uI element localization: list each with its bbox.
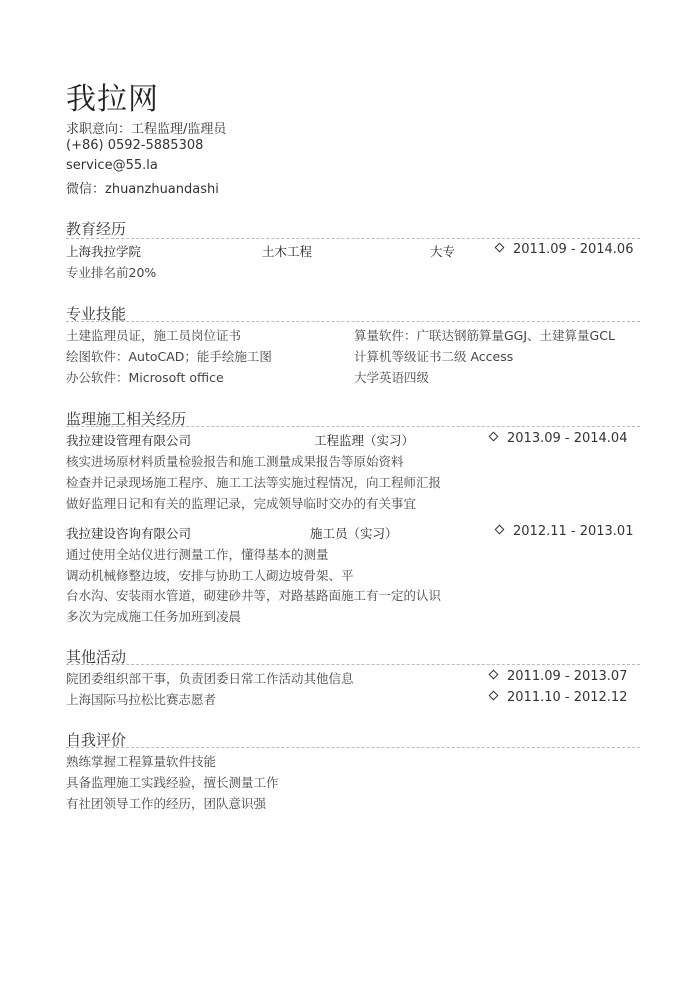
experience-title: 监理施工相关经历 xyxy=(66,410,187,428)
diamond-bullet-icon xyxy=(489,432,499,442)
activity-item: 上海国际马拉松比赛志愿者 xyxy=(66,692,217,707)
job-date xyxy=(496,524,633,539)
skill-right-item: 大学英语四级 xyxy=(354,370,430,385)
activity-date-text: 2011.10 - 2012.12 xyxy=(507,690,628,705)
self-evaluation-line: 有社团领导工作的经历，团队意识强 xyxy=(66,796,267,811)
activity-date-text: 2011.09 - 2013.07 xyxy=(507,669,628,684)
job-description-line: 做好监理日记和有关的监理记录，完成领导临时交办的有关事宜 xyxy=(66,496,417,511)
job-description-line: 多次为完成施工任务加班到凌晨 xyxy=(66,609,242,624)
self-evaluation-line: 具备监理施工实践经验，擅长测量工作 xyxy=(66,775,279,790)
education-degree: 大专 xyxy=(430,244,456,259)
candidate-name: 我拉网 xyxy=(66,82,159,117)
activities-divider xyxy=(66,664,640,665)
job-date-text: 2012.11 - 2013.01 xyxy=(513,524,634,539)
job-role: 施工员（实习） xyxy=(310,526,398,541)
activity-date xyxy=(490,669,627,684)
diamond-bullet-icon xyxy=(489,670,499,680)
education-rank: 专业排名前20% xyxy=(66,265,157,280)
phone-number: (+86) 0592-5885308 xyxy=(66,138,204,153)
activities-title: 其他活动 xyxy=(66,648,127,666)
self-evaluation-title: 自我评价 xyxy=(66,731,127,749)
job-description-line: 通过使用全站仪进行测量工作，懂得基本的测量 xyxy=(66,547,329,562)
skill-right-item: 算量软件：广联达钢筋算量GGJ、土建算量GCL xyxy=(354,328,615,343)
skills-divider xyxy=(66,321,640,322)
activity-item: 院团委组织部干事，负责团委日常工作活动其他信息 xyxy=(66,671,354,686)
job-company: 我拉建设咨询有限公司 xyxy=(66,526,192,541)
self-evaluation-divider xyxy=(66,747,640,748)
diamond-bullet-icon xyxy=(495,525,505,535)
skill-left-item: 绘图软件：AutoCAD；能手绘施工图 xyxy=(66,349,272,364)
job-description-line: 检查并记录现场施工程序、施工工法等实施过程情况，向工程师汇报 xyxy=(66,475,442,490)
email-address: service@55.la xyxy=(66,158,158,173)
skill-right-item: 计算机等级证书二级 Access xyxy=(354,349,514,364)
education-divider xyxy=(66,238,640,239)
job-date-text: 2013.09 - 2014.04 xyxy=(507,431,628,446)
job-description-line: 台水沟、安装雨水管道，砌建砂井等，对路基路面施工有一定的认识 xyxy=(66,588,442,603)
job-role: 工程监理（实习） xyxy=(314,433,415,448)
education-title: 教育经历 xyxy=(66,220,127,238)
job-date xyxy=(490,431,627,446)
education-date-text: 2011.09 - 2014.06 xyxy=(513,242,634,257)
job-description-line: 调动机械修整边坡，安排与协助工人砌边坡骨架、平 xyxy=(66,568,354,583)
wechat-id: 微信：zhuanzhuandashi xyxy=(66,182,219,197)
job-company: 我拉建设管理有限公司 xyxy=(66,433,192,448)
education-major: 土木工程 xyxy=(262,244,313,259)
diamond-bullet-icon xyxy=(489,691,499,701)
experience-divider xyxy=(66,426,640,427)
skills-title: 专业技能 xyxy=(66,305,127,323)
job-description-line: 核实进场原材料质量检验报告和施工测量成果报告等原始资料 xyxy=(66,454,404,469)
skill-left-item: 办公软件：Microsoft office xyxy=(66,370,224,385)
education-school: 上海我拉学院 xyxy=(66,244,142,259)
activity-date xyxy=(490,690,627,705)
diamond-bullet-icon xyxy=(495,243,505,253)
education-date xyxy=(496,242,633,257)
job-objective: 求职意向：工程监理/监理员 xyxy=(66,122,227,137)
self-evaluation-line: 熟练掌握工程算量软件技能 xyxy=(66,754,217,769)
skill-left-item: 土建监理员证，施工员岗位证书 xyxy=(66,328,242,343)
